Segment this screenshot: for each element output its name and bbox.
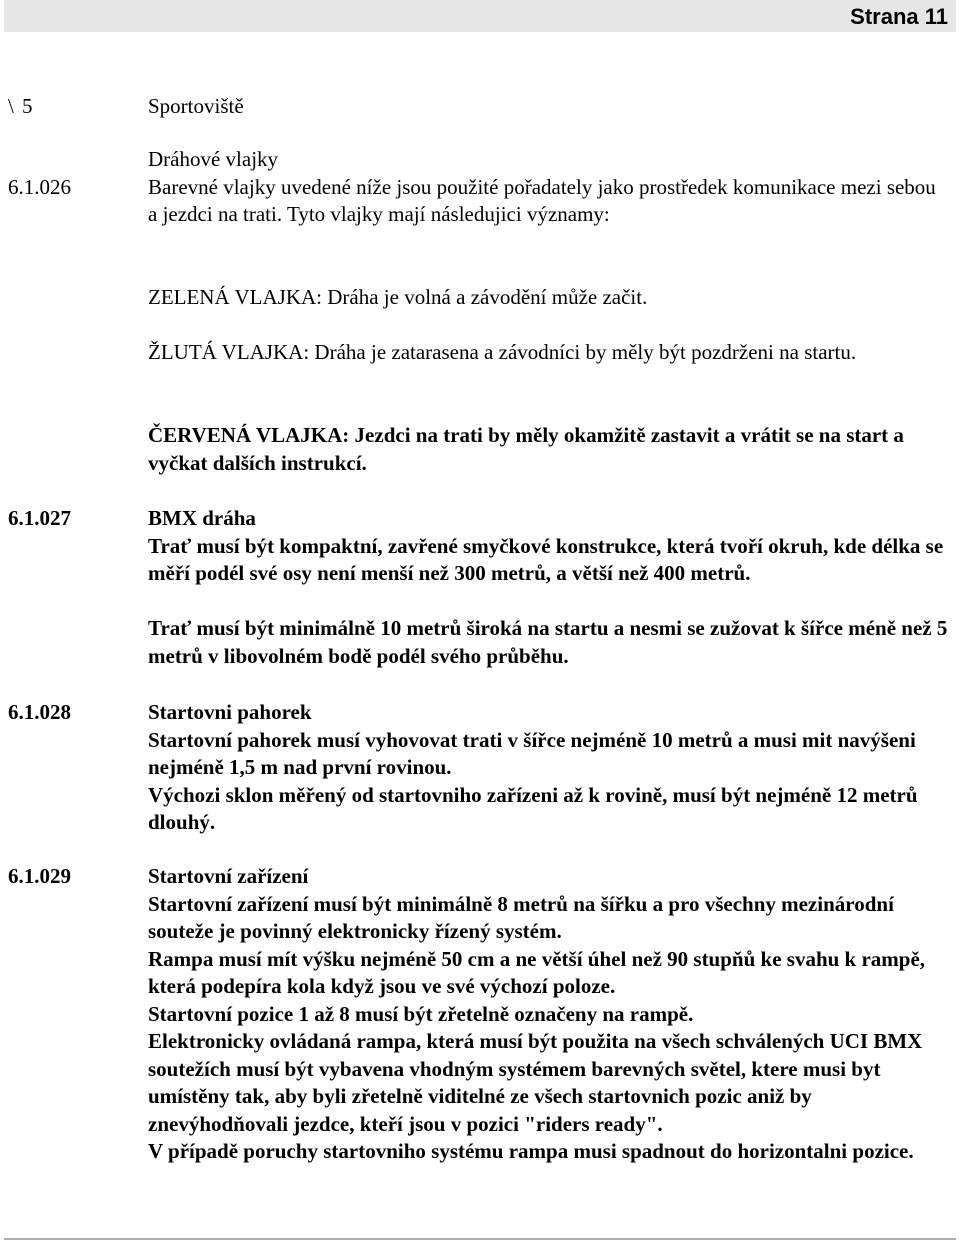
section-code: 6.1.027 xyxy=(8,506,71,530)
section-code: 6.1.028 xyxy=(8,700,71,724)
chapter-title: Sportoviště xyxy=(148,94,244,118)
section-paragraph: Startovní pahorek musí vyhovovat trati v šířce nejméně 10 metrů a musi mit navýšeni nejméně 1,5 m nad první rovinou. xyxy=(148,727,916,779)
flag-green: ZELENÁ VLAJKA: Dráha je volná a závodění může začit. xyxy=(148,285,648,309)
flag-yellow: ŽLUTÁ VLAJKA: Dráha je zatarasena a závodníci by měly být pozdrženi na startu. xyxy=(148,340,857,364)
section-code: 6.1.026 xyxy=(8,174,71,199)
section-paragraph: V případě poruchy startovniho systému rampa musi spadnout do horizontalni pozice. xyxy=(148,1139,914,1163)
page-number: Strana 11 xyxy=(850,4,948,29)
section-title: BMX dráha xyxy=(148,506,256,530)
flag-red: ČERVENÁ VLAJKA: Jezdci na trati by měly okamžitě zastavit a vrátit se na start a vyčkat dalších instrukcí. xyxy=(148,423,904,475)
section-paragraph: Elektronicky ovládaná rampa, která musí být použita na všech schválených UCI BMX soutežích musí být vybavena vhodným systémem barevných světel, ktere musi byt umístěny tak, aby byli zřetelně viditelné ze všech startovnich pozic aniž by znevýhodňovali jezdce, kteří jsou v pozici "riders ready". xyxy=(148,1029,923,1136)
chapter-bullet: \ xyxy=(8,94,14,118)
section-paragraph: Rampa musí mít výšku nejméně 50 cm a ne větší úhel než 90 stupňů ke svahu k rampě, která podepíra kola když jsou ve své výchozí poloze. xyxy=(148,946,926,998)
section-title: Dráhové vlajky xyxy=(148,147,279,171)
section-paragraph: Startovní pozice 1 až 8 musí být zřetelně označeny na rampě. xyxy=(148,1001,694,1026)
section-paragraph: Startovní zařízení musí být minimálně 8 metrů na šířku a pro všechny mezinárodní souteže je povinný elektronicky řízený systém. xyxy=(148,891,894,943)
chapter-number: 5 xyxy=(22,94,33,118)
section-intro: Barevné vlajky uvedené níže jsou použité pořadately jako prostředek komunikace mezi sebou a jezdci na trati. Tyto vlajky mají následujici významy: xyxy=(148,174,936,226)
section-paragraph: Trať musí být minimálně 10 metrů široká na startu a nesmi se zužovat k šířce méně než 5 metrů v libovolném bodě podél svého průběhu. xyxy=(148,616,948,668)
section-paragraph: Výchozi sklon měřený od startovniho zařízeni až k rovině, musí být nejméně 12 metrů dlouhý. xyxy=(148,782,918,834)
footer-divider xyxy=(4,1238,956,1240)
section-title: Startovni pahorek xyxy=(148,700,312,724)
section-title: Startovní zařízení xyxy=(148,864,309,888)
section-paragraph: Trať musí být kompaktní, zavřené smyčkové konstrukce, která tvoří okruh, kde délka se měří podél své osy není menší než 300 metrů, a větší než 400 metrů. xyxy=(148,533,944,585)
section-code: 6.1.029 xyxy=(8,864,71,888)
page-header xyxy=(4,0,956,32)
